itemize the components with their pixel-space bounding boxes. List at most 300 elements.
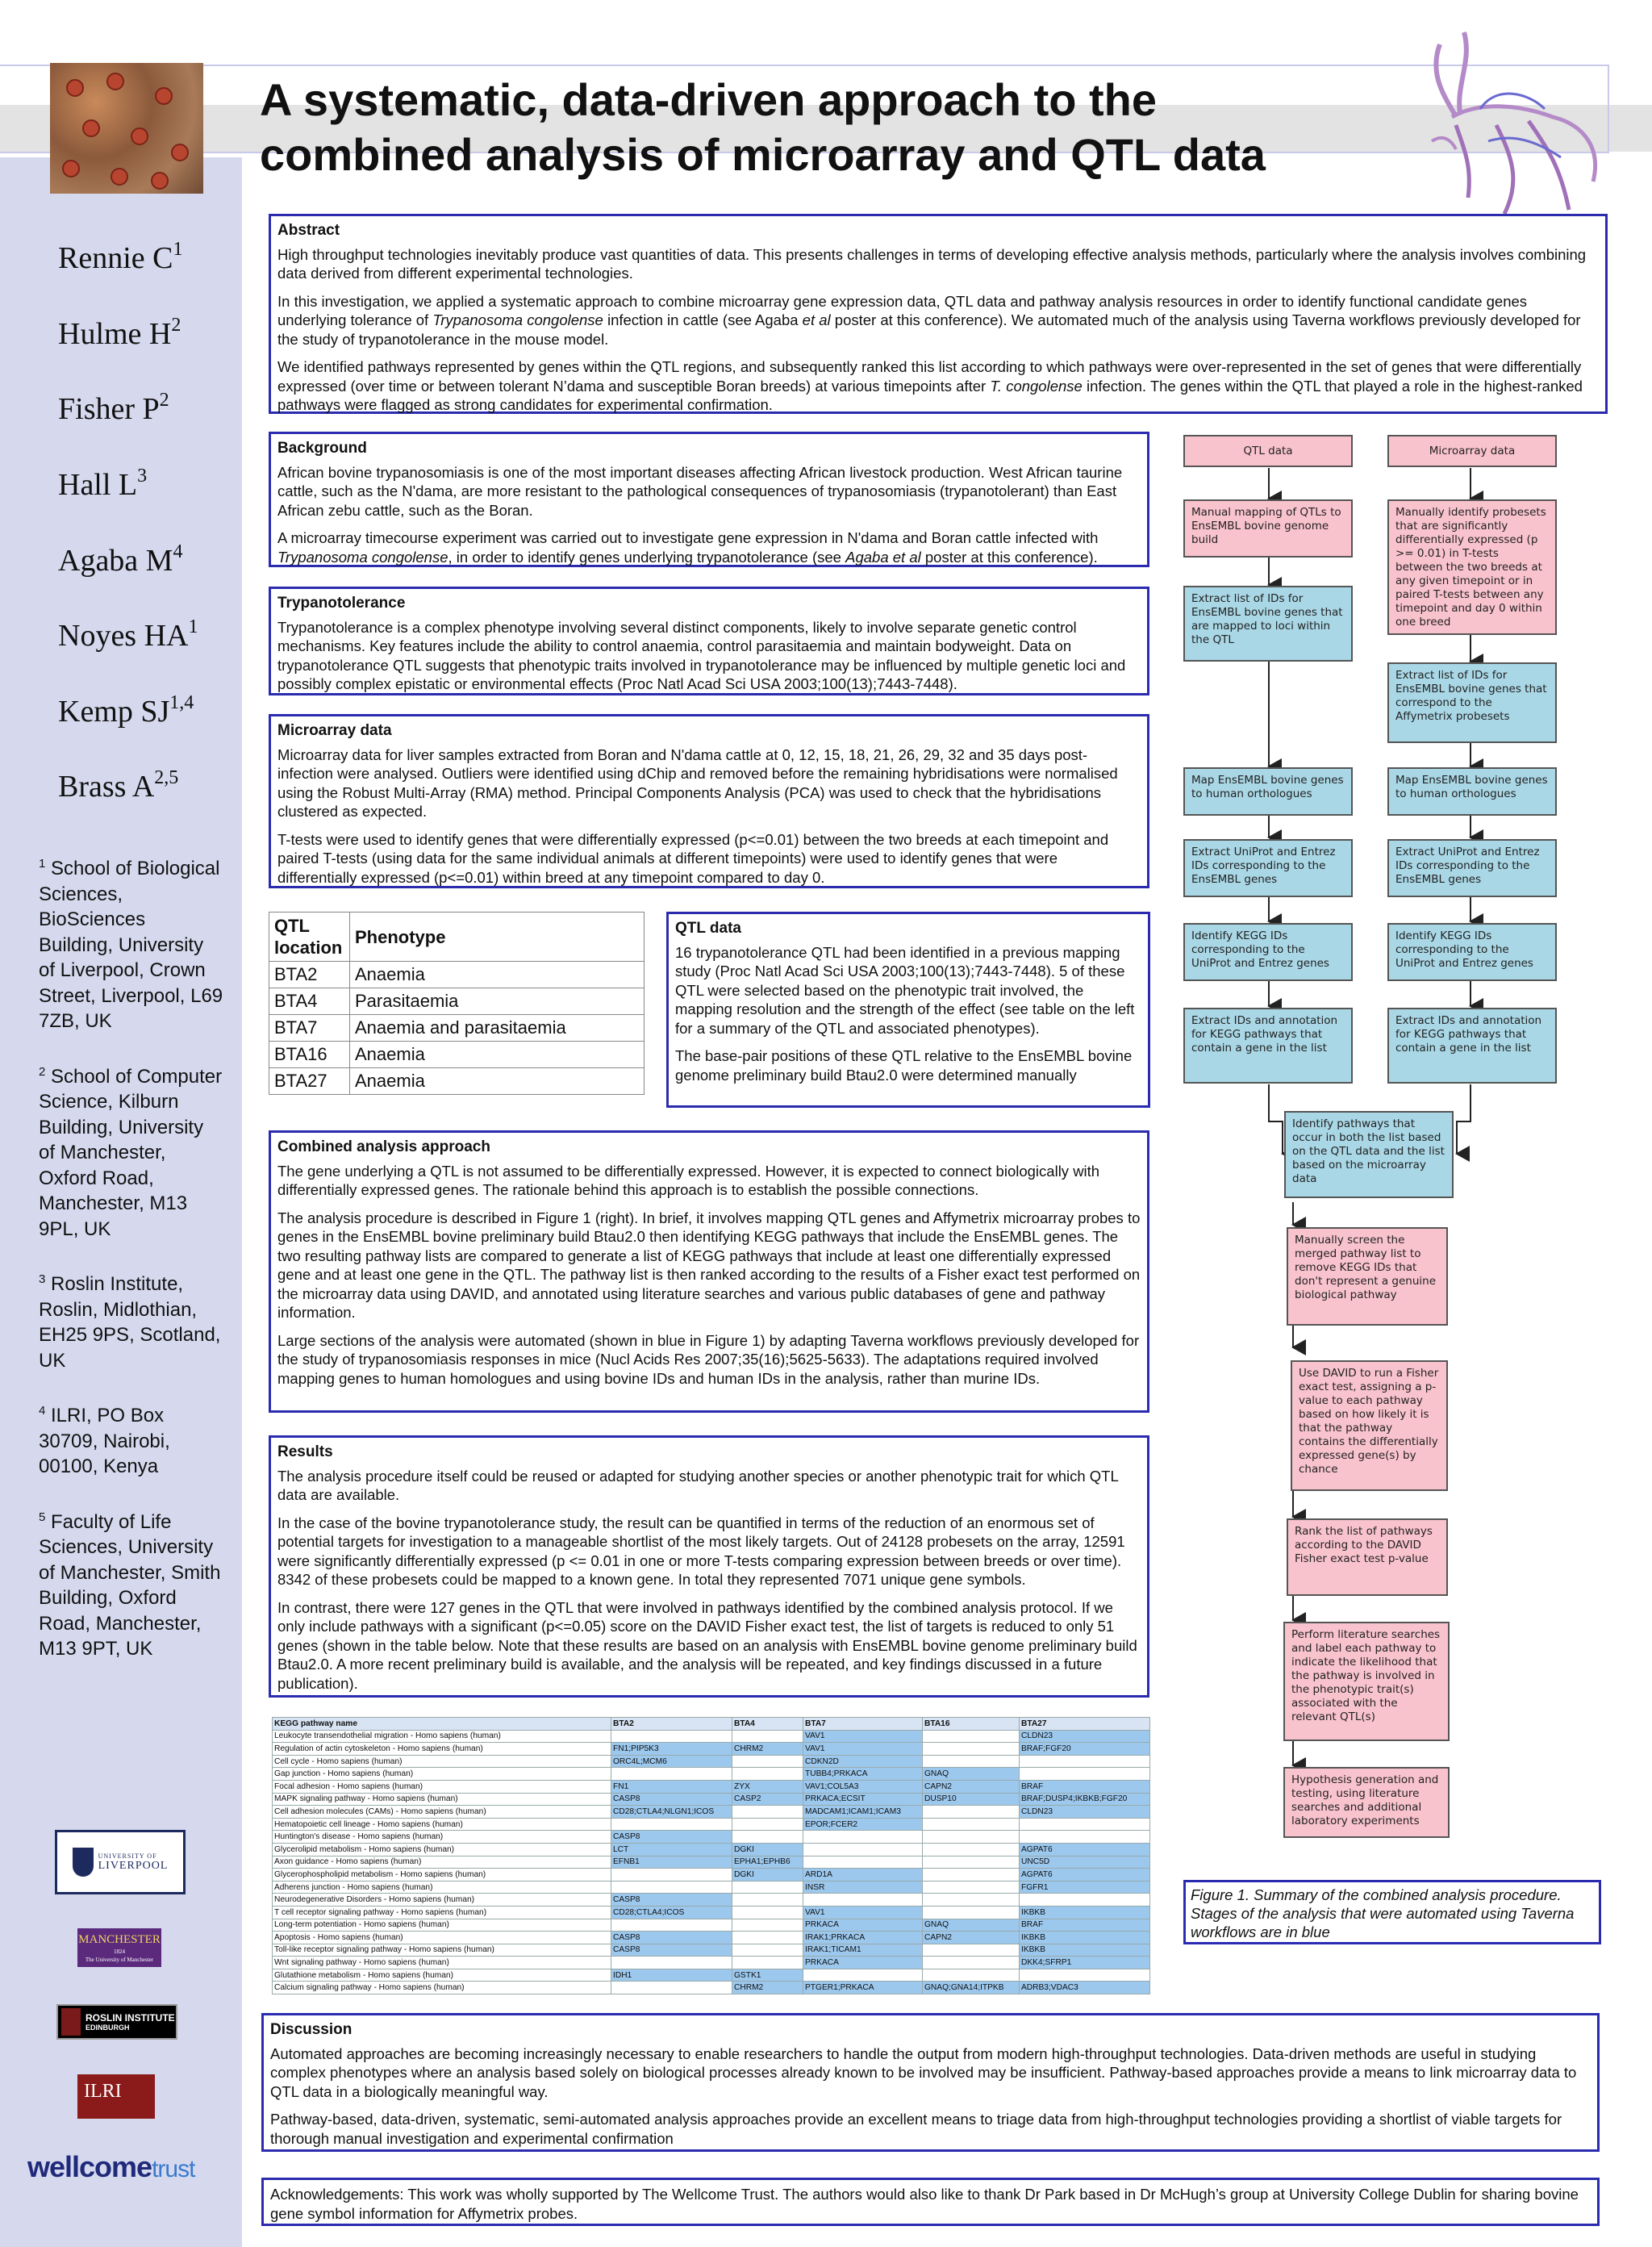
table-cell bbox=[611, 1982, 732, 1994]
table-row bbox=[269, 1042, 645, 1068]
table-cell: UNC5D bbox=[1020, 1856, 1150, 1869]
roslin-mark-icon bbox=[61, 2008, 81, 2036]
table-cell bbox=[923, 1806, 1020, 1819]
table-row bbox=[273, 1843, 1150, 1856]
table-cell: Glutathione metabolism - Homo sapiens (human) bbox=[273, 1969, 611, 1982]
author-8 bbox=[58, 769, 178, 804]
table-cell: AGPAT6 bbox=[1020, 1869, 1150, 1882]
flow-text: Manual mapping of QTLs to EnsEMBL bovine genome build bbox=[1191, 506, 1341, 546]
table-cell: Anaemia bbox=[350, 1068, 645, 1095]
microarray-paragraph-1: Microarray data for liver samples extracted from Boran and N'dama cattle at 0, 12, 15, 18, 21, 26, 29, 32 and 35 days post-infection were analysed. Outliers were identified using dChip and removed before the remaining hybridisations were normalised using the Robust Multi-Array (RMA) method. Principal Components Analysis (PCA) was used to check that the hybridisations clustered as expected. bbox=[277, 746, 1118, 820]
italic-run: et al bbox=[802, 311, 831, 328]
table-cell: CHRM2 bbox=[732, 1982, 803, 1994]
table-cell bbox=[923, 1957, 1020, 1969]
table-cell: Gap junction - Homo sapiens (human) bbox=[273, 1768, 611, 1781]
liverpool-logo-small: UNIVERSITY OF bbox=[98, 1852, 157, 1860]
table-cell bbox=[923, 1944, 1020, 1957]
table-cell: IKBKB bbox=[1020, 1906, 1150, 1919]
table-cell: BTA7 bbox=[269, 1015, 350, 1042]
manchester-logo-small: The University of Manchester bbox=[85, 1957, 154, 1963]
table-row bbox=[273, 1806, 1150, 1819]
table-row bbox=[273, 1818, 1150, 1831]
liverpool-crest-icon bbox=[73, 1848, 94, 1877]
flow-text: Identify KEGG IDs corresponding to the UniProt and Entrez genes bbox=[1395, 929, 1533, 970]
table-cell bbox=[1020, 1755, 1150, 1768]
table-row bbox=[273, 1982, 1150, 1994]
roslin-logo-sub: EDINBURGH bbox=[86, 2024, 130, 2032]
table-cell bbox=[1020, 1831, 1150, 1844]
background-paragraph-1: African bovine trypanosomiasis is one of the most important diseases affecting African livestock production. West African taurine cattle, such as the N'dama, are more resistant to the pathological consequences of trypanosomiasis (trypanotolerant) than East African zebu cattle, such as the Boran. bbox=[277, 463, 1123, 519]
table-cell bbox=[803, 1843, 923, 1856]
roslin-logo-text bbox=[86, 2012, 175, 2032]
table-cell: FGFR1 bbox=[1020, 1881, 1150, 1894]
affiliation-text: Faculty of Life Sciences, University of Manchester, Smith Building, Oxford Road, Manchester, M13 9PT, UK bbox=[39, 1510, 221, 1660]
table-cell: Long-term potentiation - Homo sapiens (human) bbox=[273, 1919, 611, 1932]
flow-literature bbox=[1283, 1622, 1450, 1741]
table-cell: IRAK1;PRKACA bbox=[803, 1932, 923, 1944]
author-1 bbox=[58, 240, 182, 276]
table-cell: DGKI bbox=[732, 1843, 803, 1856]
table-cell: FN1 bbox=[611, 1780, 732, 1793]
table-header-cell: KEGG pathway name bbox=[273, 1718, 611, 1731]
table-row bbox=[273, 1793, 1150, 1806]
author-sup: 1,4 bbox=[169, 692, 194, 713]
flow-micro-step-1 bbox=[1387, 499, 1557, 635]
table-cell bbox=[732, 1919, 803, 1932]
manchester-logo-name: MANCHESTER bbox=[78, 1933, 161, 1946]
table-row bbox=[273, 1755, 1150, 1768]
results-paragraph-2: In the case of the bovine trypanotolerance study, the result can be quantified in terms of the reduction of an enormous set of potential targets for investigation to a manageable shortlist of the most likely targets. Out of 24128 probesets on the array, 12591 were significantly differentially expressed (p <= 0.01 in one or more T-tests comparing expression between breeds or over time). 8342 of these probesets could be mapped to a known gene. In total they represented 7071 unique gene symbols. bbox=[277, 1514, 1125, 1588]
results-heading: Results bbox=[277, 1443, 333, 1460]
qtl-data-paragraph-1: 16 trypanotolerance QTL had been identified in a previous mapping study (Proc Natl Acad Sci USA 2003;100(13);7443-7448). 5 of these QTL were selected based on the phenotypic trait involved, the mapping resolution and the strength of the effect (see table on the left for a summary of the QTL and associated phenotypes). bbox=[675, 943, 1135, 1037]
affiliations bbox=[39, 851, 224, 1687]
table-cell: PRKACA bbox=[803, 1919, 923, 1932]
trypanosome-micrograph-image bbox=[50, 63, 203, 194]
flow-qtl-data bbox=[1183, 435, 1353, 467]
qtl-data-panel bbox=[666, 912, 1150, 1108]
manchester-logo-year: 1824 bbox=[114, 1948, 125, 1955]
table-cell: T cell receptor signaling pathway - Homo sapiens (human) bbox=[273, 1906, 611, 1919]
table-cell: CASP8 bbox=[611, 1932, 732, 1944]
table-cell: ADRB3;VDAC3 bbox=[1020, 1982, 1150, 1994]
flow-intersect bbox=[1284, 1111, 1454, 1198]
table-cell: MAPK signaling pathway - Homo sapiens (human) bbox=[273, 1793, 611, 1806]
author-name: Rennie C bbox=[58, 241, 173, 275]
table-row bbox=[273, 1869, 1150, 1882]
author-sup: 1 bbox=[173, 239, 183, 260]
table-cell bbox=[611, 1957, 732, 1969]
cattle-logo-icon bbox=[1408, 28, 1609, 218]
table-cell: Apoptosis - Homo sapiens (human) bbox=[273, 1932, 611, 1944]
flow-text: Extract IDs and annotation for KEGG pathways that contain a gene in the list bbox=[1191, 1014, 1338, 1055]
discussion-heading: Discussion bbox=[270, 2021, 353, 2038]
table-cell bbox=[923, 1730, 1020, 1743]
results-paragraph-1: The analysis procedure itself could be reused or adapted for studying another species or another phenotypic trait for which QTL data are available. bbox=[277, 1467, 1119, 1503]
text-run: infection in cattle (see Agaba bbox=[603, 311, 803, 328]
author-sup: 1 bbox=[188, 616, 198, 637]
table-cell bbox=[1020, 1818, 1150, 1831]
table-cell bbox=[923, 1906, 1020, 1919]
flow-text: Perform literature searches and label each pathway to indicate the likelihood that the pathway is involved in the phenotypic trait(s) associated with the relevant QTL(s) bbox=[1291, 1628, 1441, 1723]
affiliation-sup: 2 bbox=[39, 1064, 46, 1079]
flow-text: Identify pathways that occur in both the list based on the QTL data and the list based on the microarray data bbox=[1292, 1117, 1445, 1185]
table-header-cell: BTA16 bbox=[923, 1718, 1020, 1731]
table-row bbox=[273, 1730, 1150, 1743]
affiliation-text: Roslin Institute, Roslin, Midlothian, EH25 9PS, Scotland, UK bbox=[39, 1273, 221, 1372]
table-cell bbox=[611, 1881, 732, 1894]
table-cell: GNAQ bbox=[923, 1919, 1020, 1932]
flow-text: Extract UniProt and Entrez IDs corresponding to the EnsEMBL genes bbox=[1395, 846, 1540, 886]
text-run: In this investigation, we applied a systematic approach to combine microarray gene expression data, QTL data and pathway analysis resources in order to identify functional candidate genes underlying tolerance of bbox=[277, 292, 1528, 328]
table-cell bbox=[732, 1806, 803, 1819]
text-run: A microarray timecourse experiment was carried out to investigate gene expression in N'dama and Boran cattle infected with bbox=[277, 529, 1099, 546]
table-cell: DKK4;SFRP1 bbox=[1020, 1957, 1150, 1969]
table-cell: CASP2 bbox=[732, 1793, 803, 1806]
abstract-paragraph-2 bbox=[277, 292, 1599, 349]
flow-annotate-right bbox=[1387, 1008, 1557, 1084]
author-3 bbox=[58, 391, 169, 427]
author-sup: 4 bbox=[173, 541, 183, 562]
table-cell: Glycerolipid metabolism - Homo sapiens (human) bbox=[273, 1843, 611, 1856]
table-cell: CASP8 bbox=[611, 1944, 732, 1957]
background-panel bbox=[269, 432, 1149, 567]
table-cell: Anaemia and parasitaemia bbox=[350, 1015, 645, 1042]
table-cell: CAPN2 bbox=[923, 1780, 1020, 1793]
table-cell bbox=[611, 1869, 732, 1882]
affiliation-sup: 3 bbox=[39, 1272, 46, 1286]
table-cell bbox=[803, 1894, 923, 1907]
author-2 bbox=[58, 316, 181, 352]
table-cell: Parasitaemia bbox=[350, 988, 645, 1015]
table-row bbox=[273, 1881, 1150, 1894]
background-heading: Background bbox=[277, 440, 367, 457]
flow-uniprot-right bbox=[1387, 839, 1557, 897]
table-cell: IDH1 bbox=[611, 1969, 732, 1982]
table-cell bbox=[732, 1906, 803, 1919]
table-cell: BTA4 bbox=[269, 988, 350, 1015]
abstract-paragraph-3 bbox=[277, 357, 1599, 415]
table-cell bbox=[732, 1932, 803, 1944]
table-cell: ZYX bbox=[732, 1780, 803, 1793]
table-header-phenotype: Phenotype bbox=[350, 913, 645, 962]
affiliation-2 bbox=[39, 1059, 224, 1243]
table-cell bbox=[732, 1755, 803, 1768]
affiliation-sup: 1 bbox=[39, 857, 46, 871]
flow-map-right bbox=[1387, 767, 1557, 816]
combined-paragraph-2: The analysis procedure is described in Figure 1 (right). In brief, it involves mapping QTL genes and Affymetrix microarray probes to genes in the EnsEMBL bovine preliminary build Btau2.0 then identifying KEGG pathways that include the EnsEMBL genes. The two resulting pathway lists are compared to generate a list of KEGG pathways that include at least one differentially expressed gene and at least one gene in the QTL. The pathway list is then ranked according to the results of a Fisher exact test performed on the microarray data using DAVID, and annotated using literature searches and various public databases of gene and pathway information. bbox=[277, 1209, 1141, 1321]
table-cell bbox=[1020, 1894, 1150, 1907]
table-cell bbox=[732, 1730, 803, 1743]
table-cell: Hematopoietic cell lineage - Homo sapiens (human) bbox=[273, 1818, 611, 1831]
author-name: Noyes HA bbox=[58, 619, 189, 653]
table-cell: INSR bbox=[803, 1881, 923, 1894]
flow-kegg-right bbox=[1387, 923, 1557, 981]
flow-text: Extract IDs and annotation for KEGG pathways that contain a gene in the list bbox=[1395, 1014, 1542, 1055]
affiliation-5 bbox=[39, 1505, 224, 1662]
acknowledgements-text: Acknowledgements: This work was wholly supported by The Wellcome Trust. The authors would also like to thank Dr Park based in Dr McHugh’s group at University College Dublin for sharing bovine gene symbol information for Affymetrix probes. bbox=[270, 2186, 1579, 2222]
table-cell bbox=[923, 1818, 1020, 1831]
microarray-heading: Microarray data bbox=[277, 722, 392, 739]
table-cell bbox=[732, 1818, 803, 1831]
title-line-2: combined analysis of microarray and QTL data bbox=[260, 129, 1266, 180]
table-cell: BRAF;FGF20 bbox=[1020, 1743, 1150, 1756]
flow-hypothesis bbox=[1283, 1767, 1450, 1838]
flow-text: Extract list of IDs for EnsEMBL bovine genes that are mapped to loci within the QTL bbox=[1191, 592, 1343, 646]
table-row bbox=[273, 1894, 1150, 1907]
table-cell bbox=[923, 1869, 1020, 1882]
table-cell: Toll-like receptor signaling pathway - Homo sapiens (human) bbox=[273, 1944, 611, 1957]
table-cell: CD28;CTLA4;NLGN1;ICOS bbox=[611, 1806, 732, 1819]
table-row bbox=[273, 1831, 1150, 1844]
table-cell: Adherens junction - Homo sapiens (human) bbox=[273, 1881, 611, 1894]
acknowledgements-panel bbox=[261, 2178, 1600, 2226]
flow-qtl-step-1 bbox=[1183, 499, 1353, 558]
table-cell: PRKACA bbox=[803, 1957, 923, 1969]
liverpool-logo-text bbox=[98, 1852, 169, 1873]
table-cell: DGKI bbox=[732, 1869, 803, 1882]
affiliation-3 bbox=[39, 1267, 224, 1373]
trypanotolerance-paragraph: Trypanotolerance is a complex phenotype involving several distinct components, likely to involve separate genetic control mechanisms. Key features include the ability to control anaemia, control parasitaemia and maintain bodyweight. Data on trypanotolerance QTL suggests that phenotypic traits involved in trypanotolerance may be influenced by multiple genetic loci and possibly complex epistatic or environmental effects (Proc Natl Acad Sci USA 2003;100(13);7443-7448). bbox=[277, 618, 1126, 692]
text-run: poster at this conference). We automated much of the analysis using Taverna workflows previously developed for the study of trypanotolerance in the mouse model. bbox=[277, 311, 1581, 348]
table-cell: EPHA1;EPHB6 bbox=[732, 1856, 803, 1869]
table-cell bbox=[732, 1944, 803, 1957]
table-cell: Leukocyte transendothelial migration - Homo sapiens (human) bbox=[273, 1730, 611, 1743]
table-cell bbox=[732, 1768, 803, 1781]
abstract-panel bbox=[269, 214, 1608, 414]
table-cell bbox=[923, 1843, 1020, 1856]
table-cell: Huntington's disease - Homo sapiens (human) bbox=[273, 1831, 611, 1844]
table-cell bbox=[1020, 1969, 1150, 1982]
flow-text: Manually screen the merged pathway list to remove KEGG IDs that don't represent a genuine biological pathway bbox=[1295, 1234, 1437, 1301]
qtl-phenotype-table bbox=[269, 912, 645, 1095]
table-cell: CLDN23 bbox=[1020, 1730, 1150, 1743]
table-cell bbox=[803, 1969, 923, 1982]
table-cell: CASP8 bbox=[611, 1793, 732, 1806]
table-cell bbox=[732, 1831, 803, 1844]
results-panel bbox=[269, 1435, 1149, 1698]
qtl-data-paragraph-2: The base-pair positions of these QTL relative to the EnsEMBL bovine genome preliminary build Btau2.0 were determined manually bbox=[675, 1047, 1133, 1084]
table-cell: EFNB1 bbox=[611, 1856, 732, 1869]
author-name: Brass A bbox=[58, 770, 155, 804]
table-cell bbox=[923, 1831, 1020, 1844]
flow-text: Extract list of IDs for EnsEMBL bovine genes that correspond to the Affymetrix probesets bbox=[1395, 669, 1547, 723]
table-cell: VAV1 bbox=[803, 1730, 923, 1743]
table-cell bbox=[923, 1743, 1020, 1756]
text-run: infection. The genes within the QTL that played a role in the highest-ranked pathways were flagged as strong candidates for experimental confirmation. bbox=[277, 377, 1583, 413]
flow-micro-step-2 bbox=[1387, 662, 1557, 743]
table-cell: Glycerophospholipid metabolism - Homo sapiens (human) bbox=[273, 1869, 611, 1882]
flow-map-left bbox=[1183, 767, 1353, 816]
table-cell bbox=[611, 1818, 732, 1831]
table-cell bbox=[803, 1856, 923, 1869]
table-cell: BTA27 bbox=[269, 1068, 350, 1095]
flow-david-test bbox=[1291, 1360, 1448, 1491]
trypanotolerance-heading: Trypanotolerance bbox=[277, 595, 406, 612]
microarray-panel bbox=[269, 714, 1149, 888]
table-cell bbox=[732, 1894, 803, 1907]
table-header-row bbox=[269, 913, 645, 962]
flow-text: Hypothesis generation and testing, using literature searches and additional laboratory experiments bbox=[1291, 1773, 1439, 1827]
flow-text: Manually identify probesets that are significantly differentially expressed (p >= 0.01) in T-tests between the two breeds at any given timepoint or in paired T-tests between any timepoint and day 0 within one breed bbox=[1395, 506, 1546, 629]
table-cell bbox=[611, 1768, 732, 1781]
table-cell: CASP8 bbox=[611, 1894, 732, 1907]
table-cell: Axon guidance - Homo sapiens (human) bbox=[273, 1856, 611, 1869]
table-cell: Calcium signaling pathway - Homo sapiens (human) bbox=[273, 1982, 611, 1994]
table-cell bbox=[732, 1957, 803, 1969]
table-cell: LCT bbox=[611, 1843, 732, 1856]
text-run: poster at this conference). bbox=[920, 548, 1098, 566]
combined-paragraph-3: Large sections of the analysis were automated (shown in blue in Figure 1) by adapting Taverna workflows previously developed for the study of trypanosomiasis responses in mice (Nucl Acids Res 2007;35(16);5625-5633). The adaptations required involved mapping genes to human homologues and using bovine IDs and human IDs in the analysis, rather than murine IDs. bbox=[277, 1331, 1140, 1387]
author-sup: 3 bbox=[137, 466, 148, 487]
table-cell: Neurodegenerative Disorders - Homo sapiens (human) bbox=[273, 1894, 611, 1907]
flow-text: Map EnsEMBL bovine genes to human orthologues bbox=[1191, 774, 1344, 800]
table-row bbox=[269, 962, 645, 988]
table-cell: Wnt signaling pathway - Homo sapiens (human) bbox=[273, 1957, 611, 1969]
table-cell: TUBB4;PRKACA bbox=[803, 1768, 923, 1781]
table-cell: MADCAM1;ICAM1;ICAM3 bbox=[803, 1806, 923, 1819]
ilri-logo bbox=[77, 2074, 155, 2119]
author-sup: 2 bbox=[159, 390, 169, 411]
table-cell: EPOR;FCER2 bbox=[803, 1818, 923, 1831]
title-line-1: A systematic, data-driven approach to the bbox=[260, 74, 1157, 125]
liverpool-logo-name: LIVERPOOL bbox=[98, 1859, 169, 1872]
flow-text: QTL data bbox=[1243, 444, 1293, 457]
table-cell: CASP8 bbox=[611, 1831, 732, 1844]
combined-analysis-panel bbox=[269, 1130, 1149, 1413]
table-cell: GSTK1 bbox=[732, 1969, 803, 1982]
table-cell: PTGER1;PRKACA bbox=[803, 1982, 923, 1994]
flow-rank bbox=[1287, 1518, 1448, 1596]
table-cell bbox=[923, 1755, 1020, 1768]
wellcome-logo-trust: trust bbox=[152, 2156, 195, 2182]
kegg-pathway-table bbox=[272, 1717, 1150, 1994]
table-row bbox=[273, 1780, 1150, 1793]
table-cell: BTA2 bbox=[269, 962, 350, 988]
ilri-logo-text: ILRI bbox=[84, 2081, 122, 2102]
table-cell: CDKN2D bbox=[803, 1755, 923, 1768]
table-cell: Anaemia bbox=[350, 1042, 645, 1068]
table-header-row bbox=[273, 1718, 1150, 1731]
wellcome-logo-name: wellcome bbox=[27, 2150, 152, 2183]
affiliation-text: School of Biological Sciences, BioSciences Building, University of Liverpool, Crown Street, Liverpool, L69 7ZB, UK bbox=[39, 858, 223, 1032]
flow-text: Identify KEGG IDs corresponding to the UniProt and Entrez genes bbox=[1191, 929, 1329, 970]
table-cell bbox=[1020, 1768, 1150, 1781]
table-row bbox=[269, 1015, 645, 1042]
table-row bbox=[273, 1856, 1150, 1869]
table-cell: Cell adhesion molecules (CAMs) - Homo sapiens (human) bbox=[273, 1806, 611, 1819]
table-row bbox=[273, 1906, 1150, 1919]
table-cell bbox=[923, 1881, 1020, 1894]
abstract-paragraph-1: High throughput technologies inevitably produce vast quantities of data. This presents challenges in terms of developing effective analysis methods, particularly where the analysis involves combining data derived from different experimental technologies. bbox=[277, 245, 1587, 282]
author-name: Hall L bbox=[58, 468, 138, 502]
table-cell: BRAF;DUSP4;IKBKB;FGF20 bbox=[1020, 1793, 1150, 1806]
table-cell: ORC4L;MCM6 bbox=[611, 1755, 732, 1768]
author-5 bbox=[58, 543, 182, 578]
table-header-qtl-location: QTL location bbox=[269, 913, 350, 962]
flow-text: Extract UniProt and Entrez IDs corresponding to the EnsEMBL genes bbox=[1191, 846, 1336, 886]
roslin-logo-name: ROSLIN INSTITUTE bbox=[86, 2012, 175, 2024]
table-cell: ARD1A bbox=[803, 1869, 923, 1882]
discussion-panel bbox=[261, 2013, 1600, 2152]
table-cell: Focal adhesion - Homo sapiens (human) bbox=[273, 1780, 611, 1793]
combined-paragraph-1: The gene underlying a QTL is not assumed to be differentially expressed. However, it is expected to connect biologically with differentially expressed genes. The rationale behind this approach is to establish the possible connections. bbox=[277, 1162, 1100, 1198]
table-cell: Regulation of actin cytoskeleton - Homo sapiens (human) bbox=[273, 1743, 611, 1756]
table-header-cell: BTA2 bbox=[611, 1718, 732, 1731]
italic-run: Trypanosoma congolense bbox=[432, 311, 603, 328]
table-cell: GNAQ bbox=[923, 1768, 1020, 1781]
table-cell: IRAK1;TICAM1 bbox=[803, 1944, 923, 1957]
author-sup: 2 bbox=[171, 315, 181, 336]
flow-text: Map EnsEMBL bovine genes to human orthologues bbox=[1395, 774, 1548, 800]
author-name: Hulme H bbox=[58, 317, 172, 351]
flow-text: Microarray data bbox=[1429, 444, 1516, 457]
table-row bbox=[269, 988, 645, 1015]
table-row bbox=[273, 1768, 1150, 1781]
italic-run: Agaba et al bbox=[845, 548, 921, 566]
table-cell: VAV1 bbox=[803, 1743, 923, 1756]
affiliation-sup: 4 bbox=[39, 1404, 46, 1418]
table-cell: BRAF bbox=[1020, 1780, 1150, 1793]
table-row bbox=[269, 1068, 645, 1095]
table-cell: Anaemia bbox=[350, 962, 645, 988]
author-7 bbox=[58, 694, 194, 729]
table-cell: BTA16 bbox=[269, 1042, 350, 1068]
table-cell: CD28;CTLA4;ICOS bbox=[611, 1906, 732, 1919]
trypanotolerance-panel bbox=[269, 587, 1149, 695]
table-header-cell: BTA7 bbox=[803, 1718, 923, 1731]
flow-kegg-left bbox=[1183, 923, 1353, 981]
table-cell bbox=[923, 1894, 1020, 1907]
italic-run: T. congolense bbox=[990, 377, 1083, 395]
results-paragraph-3: In contrast, there were 127 genes in the QTL that were involved in pathways identified by the combined analysis protocol. If we only include pathways with a significant (p<=0.05) score on the DAVID Fisher exact test, the list of targets is reduced to only 51 genes (shown in the table below. Note that these results are based on an analysis with EnsEMBL bovine genome preliminary build Btau2.0. A more recent preliminary build is available, and the analysis will be repeated, and key findings discussed in a future publication). bbox=[277, 1598, 1137, 1692]
italic-run: Trypanosoma congolense bbox=[277, 548, 448, 566]
affiliation-sup: 5 bbox=[39, 1510, 46, 1524]
table-cell: VAV1 bbox=[803, 1906, 923, 1919]
table-cell: FN1;PIP5K3 bbox=[611, 1743, 732, 1756]
table-cell: IKBKB bbox=[1020, 1932, 1150, 1944]
table-row bbox=[273, 1944, 1150, 1957]
author-name: Agaba M bbox=[58, 544, 173, 578]
poster-title bbox=[260, 73, 1373, 182]
abstract-heading: Abstract bbox=[277, 222, 340, 239]
table-cell: Cell cycle - Homo sapiens (human) bbox=[273, 1755, 611, 1768]
table-cell: PRKACA;ECSIT bbox=[803, 1793, 923, 1806]
flow-manual-screen bbox=[1287, 1227, 1448, 1326]
table-cell: IKBKB bbox=[1020, 1944, 1150, 1957]
table-cell: DUSP10 bbox=[923, 1793, 1020, 1806]
table-cell bbox=[611, 1919, 732, 1932]
table-cell bbox=[923, 1856, 1020, 1869]
text-run: , in order to identify genes underlying trypanotolerance (see bbox=[448, 548, 846, 566]
table-header-cell: BTA4 bbox=[732, 1718, 803, 1731]
author-4 bbox=[58, 467, 147, 503]
flow-annotate-left bbox=[1183, 1008, 1353, 1084]
table-cell: VAV1;COL5A3 bbox=[803, 1780, 923, 1793]
roslin-institute-logo bbox=[56, 2004, 177, 2040]
flow-text: Use DAVID to run a Fisher exact test, assigning a p-value to each pathway based on how likely it is that the pathway contains the differentially expressed gene(s) by chance bbox=[1299, 1367, 1439, 1476]
table-cell: AGPAT6 bbox=[1020, 1843, 1150, 1856]
flow-microarray-data bbox=[1387, 435, 1557, 467]
affiliation-text: ILRI, PO Box 30709, Nairobi, 00100, Kenya bbox=[39, 1405, 170, 1477]
author-name: Kemp SJ bbox=[58, 695, 170, 729]
microarray-paragraph-2: T-tests were used to identify genes that were differentially expressed (p<=0.01) between the two breeds at each timepoint and paired T-tests (using data for the same individual animals at different timepoints) were used to identify genes that were differentially expressed (p<=0.01) within breed at any timepoint compared to day 0. bbox=[277, 830, 1109, 886]
author-sup: 2,5 bbox=[154, 767, 179, 788]
background-paragraph-2 bbox=[277, 528, 1141, 566]
figure-caption: Figure 1. Summary of the combined analysis procedure. Stages of the analysis that were automated using Taverna workflows are in blue bbox=[1183, 1880, 1601, 1944]
table-cell bbox=[611, 1730, 732, 1743]
affiliation-text: School of Computer Science, Kilburn Building, University of Manchester, Oxford Road, Manchester, M13 9PL, UK bbox=[39, 1065, 223, 1240]
affiliation-4 bbox=[39, 1398, 224, 1480]
